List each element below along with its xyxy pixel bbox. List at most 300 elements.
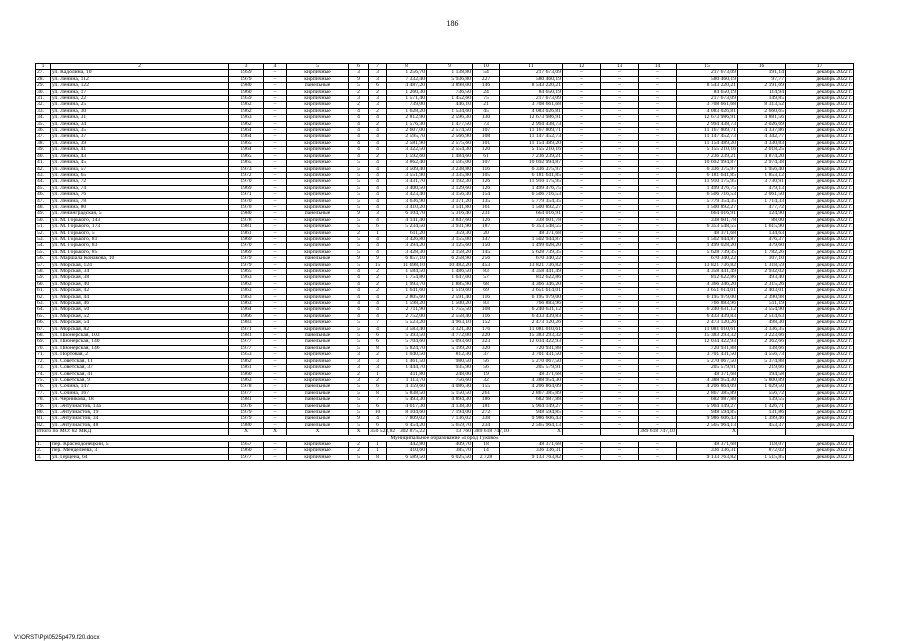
table-cell: 5 374,88: [738, 358, 786, 364]
table-cell: ул. Ленина, 43: [51, 153, 229, 159]
table-cell: 5 270 067,50: [677, 358, 738, 364]
table-cell: 4: [349, 153, 369, 159]
table-cell: кирпичные: [287, 371, 349, 377]
table-cell: ул. Сочина, 167: [51, 390, 229, 396]
table-cell: 4: [369, 172, 387, 178]
table-cell: 149,85: [738, 96, 786, 102]
table-cell: 135: [473, 198, 500, 204]
column-number: 15: [677, 64, 738, 70]
table-cell: –: [601, 243, 639, 249]
table-cell: 2: [349, 371, 369, 377]
table-cell: кирпичные: [287, 140, 349, 146]
table-cell: –: [264, 172, 287, 178]
table-cell: 720 931,88: [500, 345, 563, 351]
table-cell: 1963: [229, 281, 264, 287]
table-cell: –: [601, 403, 639, 409]
total-cell: 389 618 747,10: [640, 428, 675, 435]
table-cell: 1964: [229, 147, 264, 153]
table-cell: 5 155 210,16: [677, 147, 738, 153]
table-cell: 126: [473, 185, 500, 191]
table-cell: 11 081 010,61: [500, 326, 563, 332]
table-cell: ул. Энтузиастов, 19: [51, 409, 229, 415]
table-cell: панельные: [287, 256, 349, 262]
table-cell: 15: [369, 262, 387, 268]
total-cell: 302 875,22: [387, 429, 427, 435]
table-cell: 1980: [229, 422, 264, 428]
table-cell: 8 104,60: [387, 409, 427, 415]
total-cell: Х: [349, 429, 369, 435]
table-cell: 3 394,20: [387, 243, 427, 249]
table-cell: 139,55: [738, 397, 786, 403]
table-cell: –: [264, 345, 287, 351]
table-cell: 1 641,60: [387, 288, 427, 294]
table-cell: –: [639, 262, 677, 268]
table-cell: ул. Ленина, 80: [51, 204, 229, 210]
table-cell: 4: [369, 236, 387, 242]
table-cell: 4 358 441,49: [677, 269, 738, 275]
table-cell: –: [264, 153, 287, 159]
table-cell: –: [639, 256, 677, 262]
table-cell: 1 477,50: [427, 121, 473, 127]
table-cell: 1979: [229, 409, 264, 415]
table-cell: 231: [473, 211, 500, 217]
table-cell: декабрь 2022 г.: [786, 371, 854, 377]
table-cell: 1 584,50: [387, 269, 427, 275]
table-cell: 1 714,33: [738, 198, 786, 204]
table-cell: 6 181 641,85: [500, 172, 563, 178]
table-cell: кирпичные: [287, 243, 349, 249]
table-cell: 3: [349, 377, 369, 383]
table-cell: –: [639, 326, 677, 332]
table-cell: –: [563, 288, 601, 294]
table-cell: –: [601, 269, 639, 275]
table-cell: 1960: [229, 448, 264, 454]
table-cell: кирпичные: [287, 377, 349, 383]
table-cell: декабрь 2022 г.: [786, 217, 854, 223]
table-cell: панельные: [287, 403, 349, 409]
table-cell: –: [563, 166, 601, 172]
table-cell: –: [264, 262, 287, 268]
column-number: 16: [738, 64, 786, 70]
table-cell: ул. М. Горького, 5: [51, 230, 229, 236]
table-cell: 219,66: [738, 365, 786, 371]
table-cell: 1969: [229, 185, 264, 191]
table-cell: –: [563, 243, 601, 249]
table-cell: 3 509,40: [387, 166, 427, 172]
table-cell: –: [639, 102, 677, 108]
table-cell: –: [264, 115, 287, 121]
table-cell: 4 086,30: [427, 384, 473, 390]
table-cell: –: [639, 236, 677, 242]
table-cell: –: [601, 384, 639, 390]
table-cell: –: [264, 371, 287, 377]
table-cell: –: [264, 416, 287, 422]
table-cell: 1 500 892,27: [677, 204, 738, 210]
table-cell: 9 133 763,82: [500, 454, 563, 460]
table-cell: 134,63: [738, 230, 786, 236]
table-cell: 1964: [229, 307, 264, 313]
table-cell: 1 500 892,27: [500, 204, 563, 210]
table-cell: 1 515,85: [738, 454, 786, 460]
table-cell: декабрь 2022 г.: [786, 249, 854, 255]
table-cell: –: [264, 269, 287, 275]
table-cell: 3: [349, 352, 369, 358]
table-cell: ул. Сочина, 147: [51, 384, 229, 390]
table-cell: 2: [369, 108, 387, 114]
table-cell: 3 158,20: [427, 249, 473, 255]
table-cell: ул. Ленина, 57: [51, 166, 229, 172]
table-cell: декабрь 2022 г.: [786, 70, 854, 76]
table-cell: 11 910 175,95: [677, 179, 738, 185]
table-cell: 4 772,00: [427, 333, 473, 339]
table-cell: –: [563, 326, 601, 332]
table-cell: 1962: [229, 102, 264, 108]
table-cell: 124,90: [738, 211, 786, 217]
table-cell: –: [639, 454, 677, 460]
table-cell: ул. М. Горького, 173: [51, 224, 229, 230]
table-cell: 2: [369, 153, 387, 159]
table-cell: –: [601, 166, 639, 172]
table-cell: 1 754,80: [387, 275, 427, 281]
table-cell: 3 708 661,68: [500, 102, 563, 108]
table-cell: 150: [473, 243, 500, 249]
table-cell: ул. Ленина, 37: [51, 134, 229, 140]
table-cell: 1963: [229, 294, 264, 300]
page-number: 186: [446, 19, 459, 28]
table-cell: 1960: [229, 89, 264, 95]
table-cell: –: [563, 403, 601, 409]
table-cell: ул. Ленина, 31: [51, 115, 229, 121]
table-cell: ул. Ленина, 34: [51, 121, 229, 127]
table-cell: 152: [473, 320, 500, 326]
table-cell: кирпичные: [287, 102, 349, 108]
table-cell: 13 821 736,82: [500, 262, 563, 268]
table-cell: ул. Ленина, 41: [51, 147, 229, 153]
table-cell: 84 650,19: [500, 89, 563, 95]
table-cell: 4: [369, 243, 387, 249]
table-cell: 4: [369, 217, 387, 223]
table-cell: 442,80: [387, 441, 427, 447]
table-cell: 130: [473, 115, 500, 121]
table-cell: 2 191,69: [738, 83, 786, 89]
table-cell: декабрь 2022 г.: [786, 307, 854, 313]
table-cell: декабрь 2022 г.: [786, 301, 854, 307]
table-cell: 2: [369, 281, 387, 287]
table-cell: декабрь 2022 г.: [786, 140, 854, 146]
table-cell: 5 659,70: [427, 422, 473, 428]
table-cell: кирпичные: [287, 275, 349, 281]
table-cell: 186: [473, 397, 500, 403]
table-cell: –: [563, 281, 601, 287]
table-cell: 1979: [229, 262, 264, 268]
table-cell: 3 554,90: [738, 307, 786, 313]
table-cell: 217 673,09: [677, 70, 738, 76]
table-cell: –: [264, 320, 287, 326]
table-cell: –: [601, 416, 639, 422]
table-cell: –: [639, 448, 677, 454]
table-cell: 217 673,09: [500, 70, 563, 76]
table-cell: 736,50: [427, 89, 473, 95]
table-cell: 5: [349, 166, 369, 172]
table-cell: 48 371,68: [677, 371, 738, 377]
table-cell: 4: [369, 140, 387, 146]
table-cell: панельные: [287, 422, 349, 428]
table-cell: 48 371,68: [500, 230, 563, 236]
table-cell: 3 321,30: [427, 326, 473, 332]
table-cell: 73.: [36, 365, 51, 371]
table-cell: –: [601, 249, 639, 255]
table-cell: 1 755,50: [427, 307, 473, 313]
table-cell: декабрь 2022 г.: [786, 204, 854, 210]
table-cell: –: [563, 409, 601, 415]
table-cell: декабрь 2022 г.: [786, 441, 854, 447]
table-cell: –: [639, 211, 677, 217]
table-cell: –: [264, 211, 287, 217]
table-cell: –: [264, 313, 287, 319]
table-cell: декабрь 2022 г.: [786, 339, 854, 345]
table-cell: 118,07: [738, 441, 786, 447]
table-cell: 45: [473, 108, 500, 114]
table-cell: 116: [473, 313, 500, 319]
table-cell: 5: [349, 185, 369, 191]
table-cell: 1 628,20: [387, 108, 427, 114]
table-cell: 5 936,80: [427, 76, 473, 82]
table-cell: 670 340,22: [677, 256, 738, 262]
table-cell: 4 963,10: [427, 320, 473, 326]
table-cell: –: [639, 204, 677, 210]
table-cell: 4: [349, 140, 369, 146]
table-cell: –: [601, 301, 639, 307]
table-cell: –: [264, 281, 287, 287]
table-cell: –: [563, 384, 601, 390]
table-cell: ул. Ленина, 74: [51, 185, 229, 191]
table-cell: –: [639, 147, 677, 153]
total-cell: 389 618 747,10: [474, 428, 509, 435]
table-cell: 36.: [36, 128, 51, 134]
table-cell: 48 371,68: [677, 441, 738, 447]
table-cell: –: [639, 121, 677, 127]
table-cell: ул. Советская, 41: [51, 371, 229, 377]
table-cell: 145: [473, 249, 500, 255]
table-cell: 664 016,91: [500, 211, 563, 217]
table-cell: 5 234,50: [387, 224, 427, 230]
column-number: 6: [349, 64, 369, 70]
table-cell: –: [563, 269, 601, 275]
table-cell: 1973: [229, 166, 264, 172]
table-cell: 5: [349, 236, 369, 242]
table-cell: 11 154 489,20: [677, 140, 738, 146]
table-cell: 3.: [36, 454, 51, 460]
table-cell: декабрь 2022 г.: [786, 179, 854, 185]
table-cell: 3 701 431,50: [677, 352, 738, 358]
table-cell: 217 673,09: [500, 96, 563, 102]
table-cell: 5 628 739,35: [677, 249, 738, 255]
table-cell: 2: [369, 121, 387, 127]
table-cell: 739,00: [387, 102, 427, 108]
table-cell: кирпичные: [287, 108, 349, 114]
table-cell: декабрь 2022 г.: [786, 224, 854, 230]
table-cell: –: [601, 134, 639, 140]
table-cell: 73: [473, 121, 500, 127]
table-cell: ул. Ленина, 65: [51, 172, 229, 178]
table-cell: 4: [369, 115, 387, 121]
table-cell: 1978: [229, 217, 264, 223]
table-cell: 126: [473, 179, 500, 185]
table-cell: кирпичные: [287, 89, 349, 95]
table-cell: 11 167 809,71: [500, 128, 563, 134]
table-cell: 1 615,90: [738, 224, 786, 230]
table-cell: 1 260,30: [387, 89, 427, 95]
table-cell: –: [264, 224, 287, 230]
table-cell: –: [264, 96, 287, 102]
table-cell: 272: [473, 409, 500, 415]
table-cell: 1 256,70: [387, 70, 427, 76]
table-cell: кирпичные: [287, 96, 349, 102]
table-cell: 5 628 739,35: [500, 249, 563, 255]
table-cell: 5: [349, 160, 369, 166]
table-cell: 4: [369, 166, 387, 172]
table-cell: –: [639, 140, 677, 146]
table-cell: декабрь 2022 г.: [786, 416, 854, 422]
table-cell: 21: [473, 102, 500, 108]
table-cell: –: [601, 339, 639, 345]
table-cell: –: [639, 358, 677, 364]
table-cell: –: [601, 333, 639, 339]
table-cell: декабрь 2022 г.: [786, 288, 854, 294]
table-cell: декабрь 2022 г.: [786, 262, 854, 268]
table-cell: –: [563, 153, 601, 159]
table-cell: 1972: [229, 172, 264, 178]
table-cell: 5 150,50: [427, 390, 473, 396]
table-cell: –: [563, 83, 601, 89]
table-cell: декабрь 2022 г.: [786, 185, 854, 191]
table-cell: 66.: [36, 320, 51, 326]
total-cell: Х: [500, 429, 563, 435]
table-cell: –: [264, 377, 287, 383]
table-cell: –: [639, 89, 677, 95]
table-cell: –: [563, 249, 601, 255]
table-cell: 1981: [229, 397, 264, 403]
table-cell: 5 779 354,35: [677, 198, 738, 204]
table-cell: 720 931,88: [677, 345, 738, 351]
table-cell: 4 366 346,20: [677, 281, 738, 287]
table-cell: –: [563, 262, 601, 268]
table-cell: 6: [369, 333, 387, 339]
table-cell: –: [601, 320, 639, 326]
table-cell: 1965: [229, 140, 264, 146]
table-cell: 4: [349, 307, 369, 313]
table-cell: 5: [349, 422, 369, 428]
table-cell: –: [601, 115, 639, 121]
table-cell: 4: [369, 307, 387, 313]
table-cell: 4: [369, 301, 387, 307]
table-cell: 3 223,66: [738, 333, 786, 339]
table-cell: панельные: [287, 397, 349, 403]
table-cell: 6 025,50: [427, 454, 473, 460]
table-cell: панельные: [287, 416, 349, 422]
table-cell: 6 240 631,12: [677, 307, 738, 313]
table-cell: –: [601, 153, 639, 159]
table-cell: 234: [473, 422, 500, 428]
table-cell: –: [601, 160, 639, 166]
table-cell: –: [639, 390, 677, 396]
table-cell: 256: [473, 256, 500, 262]
table-cell: 261: [473, 390, 500, 396]
table-cell: 1969: [229, 236, 264, 242]
table-cell: 1963: [229, 288, 264, 294]
table-cell: 70.: [36, 345, 51, 351]
table-cell: 81.: [36, 416, 51, 422]
column-number: 11: [500, 64, 563, 70]
table-cell: кирпичные: [287, 288, 349, 294]
table-cell: кирпичные: [287, 70, 349, 76]
table-cell: 126: [473, 217, 500, 223]
table-cell: 580 460,19: [500, 76, 563, 82]
table-cell: 18: [473, 441, 500, 447]
table-cell: 8: [369, 345, 387, 351]
table-cell: 116: [473, 166, 500, 172]
table-cell: 2: [349, 102, 369, 108]
table-cell: 4: [369, 192, 387, 198]
table-cell: 2: [369, 89, 387, 95]
table-cell: 385,70: [427, 448, 473, 454]
table-cell: 4: [369, 204, 387, 210]
table-cell: 9 986 606,43: [500, 416, 563, 422]
table-cell: 48 371,68: [677, 230, 738, 236]
table-cell: кирпичные: [287, 172, 349, 178]
table-cell: 7 236 239,21: [677, 153, 738, 159]
table-cell: ул. Ленина, 78: [51, 198, 229, 204]
total-cell: Х: [264, 429, 287, 435]
table-cell: 2 660,65: [738, 108, 786, 114]
table-cell: –: [639, 422, 677, 428]
table-cell: 3 400,50: [387, 185, 427, 191]
table-cell: 1976: [229, 403, 264, 409]
table-cell: 498,30: [738, 320, 786, 326]
table-cell: –: [601, 89, 639, 95]
table-cell: кирпичные: [287, 134, 349, 140]
table-cell: 3 551,90: [387, 172, 427, 178]
table-cell: 138,66: [738, 345, 786, 351]
table-cell: 97,77: [738, 76, 786, 82]
table-cell: –: [601, 108, 639, 114]
table-cell: –: [639, 134, 677, 140]
table-cell: 1 534,60: [427, 108, 473, 114]
table-cell: панельные: [287, 83, 349, 89]
table-cell: 1971: [229, 192, 264, 198]
table-cell: 1963: [229, 301, 264, 307]
table-cell: 1970: [229, 198, 264, 204]
table-cell: декабрь 2022 г.: [786, 192, 854, 198]
table-cell: 59.: [36, 275, 51, 281]
table-cell: –: [639, 281, 677, 287]
table-cell: 2 554,30: [427, 147, 473, 153]
table-cell: 194,58: [738, 371, 786, 377]
table-cell: декабрь 2022 г.: [786, 121, 854, 127]
table-cell: –: [639, 128, 677, 134]
table-cell: 2 061,50: [738, 192, 786, 198]
table-cell: 4: [369, 416, 387, 422]
table-cell: 154: [473, 192, 500, 198]
table-cell: 4 330,83: [738, 140, 786, 146]
table-cell: –: [264, 76, 287, 82]
table-cell: 812 622,86: [500, 275, 563, 281]
table-cell: 9: [349, 211, 369, 217]
table-cell: 5: [349, 326, 369, 332]
table-cell: 11 081 010,61: [677, 326, 738, 332]
table-cell: 4: [349, 281, 369, 287]
table-cell: 10 482,20: [427, 262, 473, 268]
